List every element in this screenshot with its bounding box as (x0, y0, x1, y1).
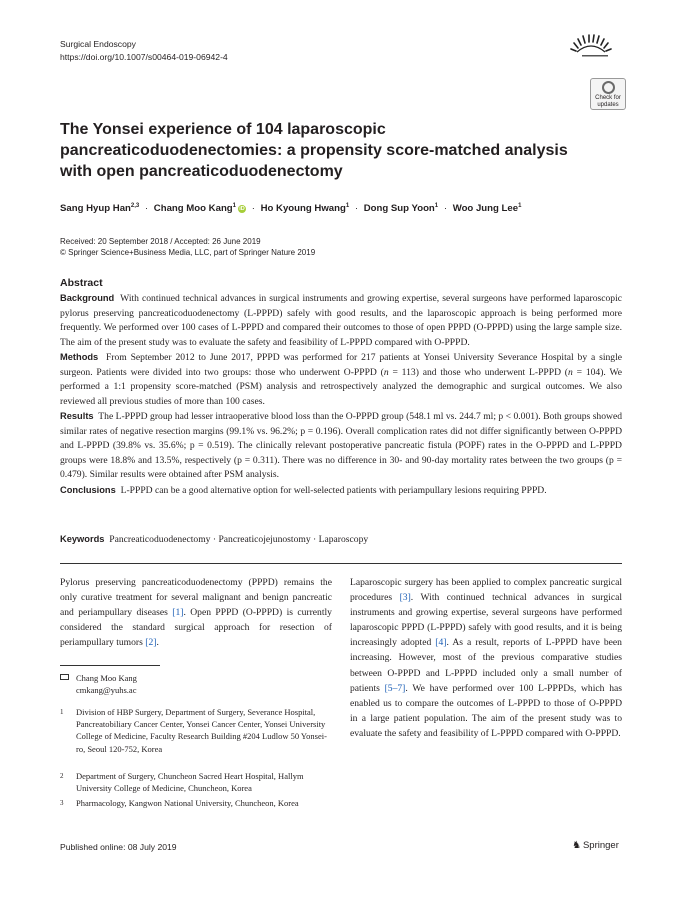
corresponding-author (60, 672, 332, 696)
corresponding-name: Chang Moo Kang (76, 673, 137, 683)
section-divider (60, 563, 622, 564)
intro-paragraph (60, 575, 332, 650)
citation-link[interactable]: [5–7] (384, 682, 406, 694)
orcid-icon[interactable]: iD (239, 206, 245, 213)
methods-text: = 104). We performed a 1:1 propensity score-matched (PSM) analysis and retrospectively analyzed the demographic and surgical outcomes. We also reviewed all previous studies of more than 100 cases. (60, 366, 622, 407)
abstract (60, 277, 622, 498)
methods-label: Methods (60, 352, 99, 362)
doi-link[interactable]: https://doi.org/10.1007/s00464-019-06942-4 (60, 52, 228, 62)
affiliation-text: Department of Surgery, Chuncheon Sacred Heart Hospital, Hallym University College of Medicine, Chuncheon, Korea (76, 771, 304, 794)
published-date: Published online: 08 July 2019 (60, 842, 177, 852)
keywords-text: Pancreaticoduodenectomy · Pancreaticojejunostomy · Laparoscopy (109, 534, 369, 545)
citation-link[interactable]: [3] (399, 592, 411, 604)
copyright-notice: © Springer Science+Business Media, LLC, part of Springer Nature 2019 (60, 248, 316, 257)
affiliation-3 (60, 797, 332, 809)
author-affiliation: 1 (232, 203, 237, 209)
intro-text: . With continued technical advances in surgical instruments and growing expertise, several surgeons have performed laparoscopic PPPD (L-PPPD) safely with good results, and it is being increasingly adopted (350, 592, 622, 649)
author-separator: · (251, 203, 255, 215)
methods-n: n (568, 366, 573, 378)
intro-text: . (156, 637, 159, 649)
abstract-conclusions (60, 483, 622, 499)
intro-text: Pylorus preserving pancreaticoduodenectomy (PPPD) remains the only curative treatment for several malignant and benign pancreatic and periampullary diseases (60, 577, 332, 619)
author-affiliation: 1 (434, 203, 439, 209)
citation-link[interactable]: [4] (435, 637, 447, 649)
envelope-icon (60, 674, 69, 680)
abstract-methods (60, 350, 622, 409)
check-for-updates-button[interactable] (590, 78, 626, 110)
affiliation-text: Division of HBP Surgery, Department of Surgery, Severance Hospital, Pancreatobiliary Cancer Center, Yonsei Cancer Center, Yonsei University College of Medicine, Faculty Research Building #204 Ludlow 50 Yonsei-ro, Seoul 120-752, Korea (76, 707, 327, 754)
author-affiliation: 1 (518, 203, 522, 209)
article-dates (60, 236, 315, 258)
author-list (60, 203, 521, 214)
intro-paragraph (350, 575, 622, 741)
citation-link[interactable]: [1] (172, 607, 184, 619)
author-affiliation: 2,3 (130, 203, 140, 209)
publisher-logo (572, 840, 619, 851)
body-column-left (60, 575, 332, 650)
author-name: Woo Jung Lee (452, 203, 519, 215)
results-text: The L-PPPD group had lesser intraoperative blood loss than the O-PPPD group (548.1 ml vs. 244.7 ml; p < 0.001). Both groups showed similar rates of negative resection margins (99.1% vs. 96.2%; p = 0.196). Overall complication rates did not differ significantly between O-PPPD and L-PPPD (39.8% vs. 35.6%; p = 0.519). The clinically relevant postoperative pancreatic fistula (POPF) rates in the O-PPPD and L-PPPD groups were 18.8% and 13.5%, respectively (p = 0.311). There was no difference in 30- and 90-day mortality rates between the two groups (p = 0.479). Similar results were obtained after PSM analysis. (60, 411, 623, 480)
received-accepted: Received: 20 September 2018 / Accepted: 26 June 2019 (60, 237, 261, 246)
author-separator: · (144, 203, 149, 215)
methods-text: From September 2012 to June 2017, PPPD was performed for 217 patients at Yonsei University Severance Hospital by a single surgeon. Patients were divided into two groups: those who underwent O-PPPD ( (60, 352, 623, 378)
abstract-heading: Abstract (60, 277, 103, 289)
background-text: With continued technical advances in surgical instruments and growing expertise, several surgeons have performed laparoscopic pylorus preserving pancreaticoduodenectomy (L-PPPD) safely with good results, and the laparoscopic approach is being performed more frequently. We performed over 100 cases of L-PPPD and compared their outcomes to those of open PPPD (O-PPPD) using the large sample size. The aim of the present study was to evaluate the safety and feasibility of L-PPPD compared with O-PPPD. (60, 293, 622, 348)
citation-link[interactable]: [2] (145, 637, 157, 649)
affiliation-number: 3 (60, 799, 64, 807)
author-name: Sang Hyup Han (60, 203, 131, 215)
results-label: Results (60, 411, 94, 421)
conclusions-text: L-PPPD can be a good alternative option for well-selected patients with periampullary lesions requiring PPPD. (120, 484, 547, 496)
affiliation-number: 1 (60, 708, 64, 716)
footnote-rule (60, 665, 160, 666)
society-logo-icon (568, 30, 622, 60)
check-updates-line1: Check for (595, 95, 621, 101)
keywords-label: Keywords (60, 534, 105, 544)
methods-text: = 113) and those who underwent L-PPPD ( (388, 366, 569, 378)
author-name: Ho Kyoung Hwang (260, 203, 346, 215)
conclusions-label: Conclusions (60, 484, 116, 495)
author-separator: · (443, 203, 448, 215)
abstract-background (60, 291, 622, 350)
journal-name: Surgical Endoscopy (60, 39, 136, 49)
intro-text: . Open PPPD (O-PPPD) is currently considered the standard surgical approach for resection of periampullary tumors (60, 607, 332, 649)
affiliation-1 (60, 706, 332, 755)
check-updates-line2: updates (597, 101, 619, 108)
journal-header (60, 38, 228, 64)
affiliation-number: 2 (60, 772, 64, 780)
intro-text: . As a result, reports of L-PPPD have been increasing. However, most of the previous comparative studies between O-PPPD and L-PPPD included only a small number of patients (350, 637, 622, 694)
publisher-name: Springer (582, 840, 619, 851)
author-name: Chang Moo Kang (153, 203, 233, 215)
paper-title: The Yonsei experience of 104 laparoscopic pancreaticoduodenectomies: a propensity score-matched analysis with open pancreaticoduodenectomy (60, 121, 568, 180)
affiliation-2 (60, 770, 332, 794)
intro-text: . We have performed over 100 L-PPPDs, which has enabled us to compare the outcomes of L-PPPD to those of O-PPPD in a large patient population. The aim of the present study was to evaluate the safety and feasibility of L-PPPD compared with O-PPPD. (350, 682, 622, 739)
springer-horse-icon: ♞ (572, 840, 581, 851)
body-column-right (350, 575, 622, 741)
background-label: Background (60, 293, 115, 303)
update-icon (602, 81, 615, 94)
author-affiliation: 1 (345, 203, 350, 209)
affiliation-text: Pharmacology, Kangwon National University, Chuncheon, Korea (76, 798, 299, 808)
abstract-results (60, 409, 622, 483)
author-separator: · (354, 203, 359, 215)
intro-text: Laparoscopic surgery has been applied to complex pancreatic surgical procedures (350, 577, 622, 604)
keywords (60, 534, 368, 545)
author-name: Dong Sup Yoon (363, 203, 435, 215)
email-link[interactable]: cmkang@yuhs.ac (76, 685, 137, 696)
methods-n: n (383, 366, 389, 378)
